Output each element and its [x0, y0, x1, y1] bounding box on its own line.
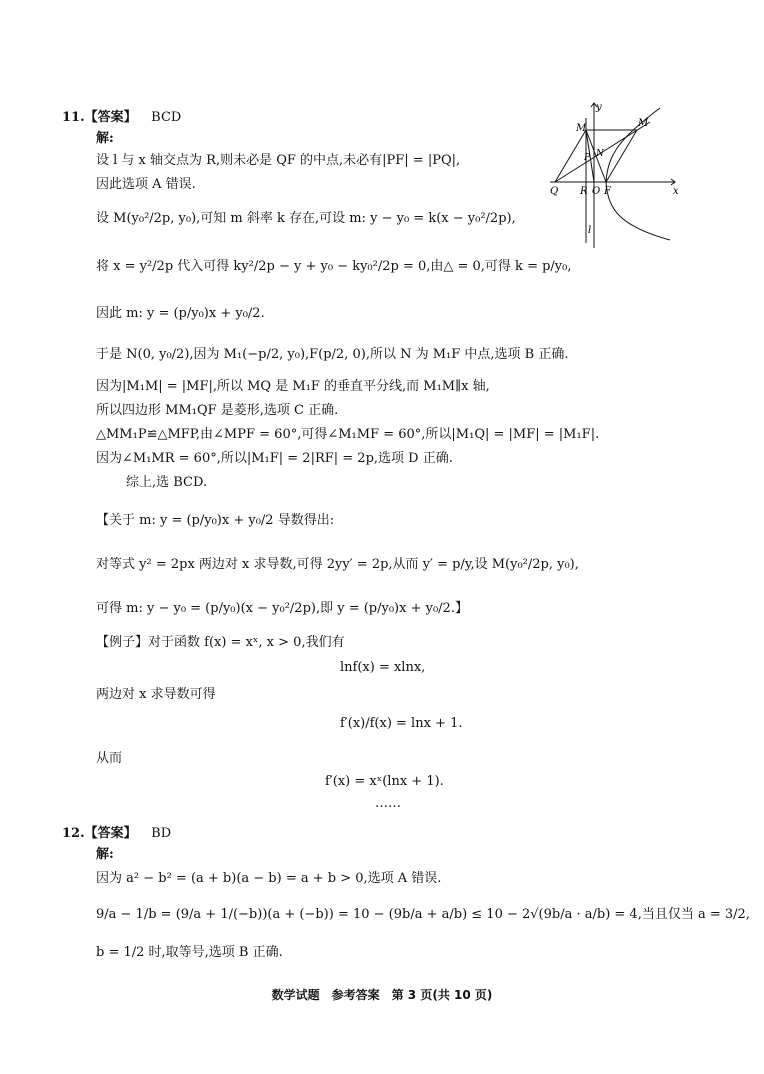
example-line-2: 两边对 x 求导数可得	[96, 687, 216, 702]
svg-text:x: x	[673, 186, 679, 197]
q11-line-7: 因为|M₁M| = |MF|,所以 MQ 是 M₁F 的垂直平分线,而 M₁M∥x 轴,	[96, 379, 490, 394]
example-eq-2: f′(x)/f(x) = lnx + 1.	[340, 716, 463, 731]
q12-solve-label: 解:	[96, 847, 114, 862]
question-11-number: 11.【答案】 BCD	[62, 110, 182, 125]
svg-text:N: N	[596, 149, 604, 159]
svg-text:M: M	[638, 118, 649, 129]
svg-text:F: F	[604, 186, 611, 197]
svg-text:M: M	[576, 123, 587, 134]
q11-line-1: 设 l 与 x 轴交点为 R,则未必是 QF 的中点,未必有|PF| = |PQ|,	[96, 153, 461, 168]
note-line-2: 对等式 y² = 2px 两边对 x 求导数,可得 2yy′ = 2p,从而 y′ = p/y,设 M(y₀²/2p, y₀),	[96, 557, 579, 572]
page-footer: 数学试题 参考答案 第 3 页(共 10 页)	[271, 988, 493, 1002]
q11-line-9: △MM₁P≌△MFP,由∠MPF = 60°,可得∠M₁MF = 60°,所以|M₁Q| = |MF| = |M₁F|.	[96, 427, 600, 442]
example-eq-3: f′(x) = xˣ(lnx + 1).	[325, 774, 444, 789]
note-line-1: 【关于 m: y = (p/y₀)x + y₀/2 导数得出:	[96, 513, 335, 528]
q12-line-3: b = 1/2 时,取等号,选项 B 正确.	[96, 945, 283, 960]
solve-label: 解:	[96, 131, 114, 146]
q11-conclusion: 综上,选 BCD.	[126, 475, 208, 490]
q12-line-2: 9/a − 1/b = (9/a + 1/(−b))(a + (−b)) = 10 − (9b/a + a/b) ≤ 10 − 2√(9b/a · a/b) = 4,当且仅当 a = 3/2,	[96, 907, 750, 922]
example-line-3: 从而	[96, 751, 123, 766]
svg-text:Q: Q	[550, 186, 559, 197]
q11-line-10: 因为∠M₁MR = 60°,所以|M₁F| = 2|RF| = 2p,选项 D 正确.	[96, 451, 453, 466]
q11-line-3: 设 M(y₀²/2p, y₀),可知 m 斜率 k 存在,可设 m: y − y₀ = k(x − y₀²/2p),	[96, 211, 516, 226]
q12-line-1: 因为 a² − b² = (a + b)(a − b) = a + b > 0,选项 A 错误.	[96, 871, 442, 886]
svg-text:P: P	[584, 153, 591, 163]
parabola-figure	[550, 98, 710, 268]
q11-line-2: 因此选项 A 错误.	[96, 177, 196, 192]
q11-line-5: 因此 m: y = (p/y₀)x + y₀/2.	[96, 306, 265, 321]
example-line-1: 【例子】对于函数 f(x) = xˣ, x > 0,我们有	[96, 635, 345, 650]
q11-line-4: 将 x = y²/2p 代入可得 ky²/2p − y + y₀ − ky₀²/2p = 0,由△ = 0,可得 k = p/y₀,	[96, 259, 572, 274]
note-line-3: 可得 m: y − y₀ = (p/y₀)(x − y₀²/2p),即 y = (p/y₀)x + y₀/2.】	[96, 601, 468, 616]
svg-text:R: R	[580, 186, 588, 197]
svg-text:y: y	[596, 102, 602, 113]
svg-text:O: O	[592, 186, 601, 197]
example-eq-1: lnf(x) = xlnx,	[340, 660, 426, 675]
example-ellipsis: ……	[375, 796, 401, 811]
q11-line-8: 所以四边形 MM₁QF 是菱形,选项 C 正确.	[96, 403, 339, 418]
question-12-number: 12.【答案】 BD	[62, 826, 172, 841]
q11-line-6: 于是 N(0, y₀/2),因为 M₁(−p/2, y₀),F(p/2, 0),所以 N 为 M₁F 中点,选项 B 正确.	[96, 347, 569, 362]
svg-text:l: l	[588, 225, 592, 236]
